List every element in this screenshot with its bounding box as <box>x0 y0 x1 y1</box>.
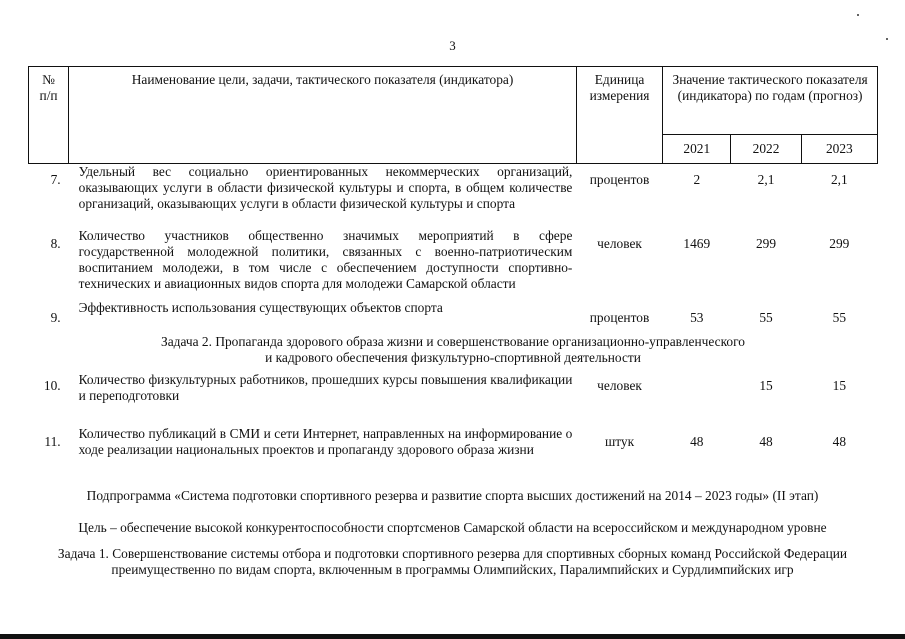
task-2-heading <box>29 332 878 372</box>
value-2023: 2,1 <box>830 172 848 187</box>
task-1-line-2: преимущественно по видам спорта, включенным в программы Олимпийских, Паралимпийских и Сурдлимпийских игр <box>111 562 794 577</box>
header-year-2022: 2022 <box>731 135 801 164</box>
row-number: 11. <box>44 434 61 449</box>
value-2023: 48 <box>832 434 847 449</box>
indicator-unit: процентов <box>589 172 650 187</box>
table-row <box>29 164 878 229</box>
task-heading-row <box>29 332 878 372</box>
value-2022: 15 <box>759 378 773 393</box>
subprogram-title: Подпрограмма «Система подготовки спортивного резерва и развитие спорта высших достижений на 2014 – 2023 годы» (II этап) <box>86 488 819 503</box>
table-row <box>29 300 878 332</box>
indicators-table <box>28 66 878 484</box>
goal-text: Цель – обеспечение высокой конкурентоспособности спортсменов Самарской области на всероссийском и международном уровне <box>78 520 827 535</box>
indicator-unit: человек <box>597 236 642 251</box>
value-2023: 55 <box>832 310 847 325</box>
header-value: Значение тактического показателя (индикатора) по годам (прогноз) <box>663 67 878 135</box>
indicator-name: Количество физкультурных работников, прошедших курсы повышения квалификации и переподготовки <box>78 372 573 403</box>
value-2021: 53 <box>690 310 704 325</box>
value-2023: 15 <box>832 378 847 393</box>
scan-speck <box>857 14 859 16</box>
scan-edge <box>0 634 905 639</box>
row-number: 10. <box>43 378 61 393</box>
indicator-unit: штук <box>604 434 635 449</box>
indicator-name: Количество публикаций в СМИ и сети Интернет, направленных на информирование о ходе реализации национальных проектов и пропаганду здорового образа жизни <box>78 426 573 457</box>
value-2023: 299 <box>829 236 850 251</box>
value-2022: 299 <box>755 236 777 251</box>
header-year-2021: 2021 <box>663 135 731 164</box>
value-2021: 2 <box>693 172 701 187</box>
indicator-name: Удельный вес социально ориентированных некоммерческих организаций, оказывающих услуги в области физической культуры и спорта, в общем количестве организаций, оказывающих услуги в области физической культуры и спорта <box>78 164 573 211</box>
indicator-name: Эффективность использования существующих объектов спорта <box>78 300 443 315</box>
task-1-line-1: Задача 1. Совершенствование системы отбора и подготовки спортивного резерва для спортивных сборных команд Российской Федерации <box>57 546 848 561</box>
indicator-unit: человек <box>597 378 642 393</box>
header-name: Наименование цели, задачи, тактического показателя (индикатора) <box>69 67 577 164</box>
table-row <box>29 426 878 484</box>
value-2021: 48 <box>690 434 704 449</box>
table-row <box>29 372 878 426</box>
page-number: 3 <box>449 38 456 53</box>
task-2-line-1: Задача 2. Пропаганда здорового образа жизни и совершенствование организационно-управленческого <box>161 334 745 349</box>
header-year-2023: 2023 <box>801 135 877 164</box>
value-2021 <box>663 372 731 426</box>
task-1-heading <box>0 546 905 578</box>
value-2021: 1469 <box>683 236 711 251</box>
indicator-unit: процентов <box>589 310 650 325</box>
scan-speck <box>886 38 888 40</box>
value-2022: 2,1 <box>757 172 775 187</box>
table-row <box>29 228 878 300</box>
task-2-line-2: и кадрового обеспечения физкультурно-спортивной деятельности <box>265 350 641 365</box>
row-number: 9. <box>50 310 61 325</box>
indicator-name: Количество участников общественно значимых мероприятий в сфере государственной молодежной политики, связанных с военно-патриотическим воспитанием молодежи, в том числе с обеспечением доступности спортивно-технических и авиационных видов спорта для молодежи Самарской области <box>78 228 573 291</box>
row-number: 8. <box>50 236 61 251</box>
header-unit: Единица измерения <box>576 67 662 164</box>
row-number: 7. <box>50 172 61 187</box>
value-2022: 48 <box>759 434 773 449</box>
header-num: № п/п <box>29 67 69 164</box>
value-2022: 55 <box>759 310 773 325</box>
